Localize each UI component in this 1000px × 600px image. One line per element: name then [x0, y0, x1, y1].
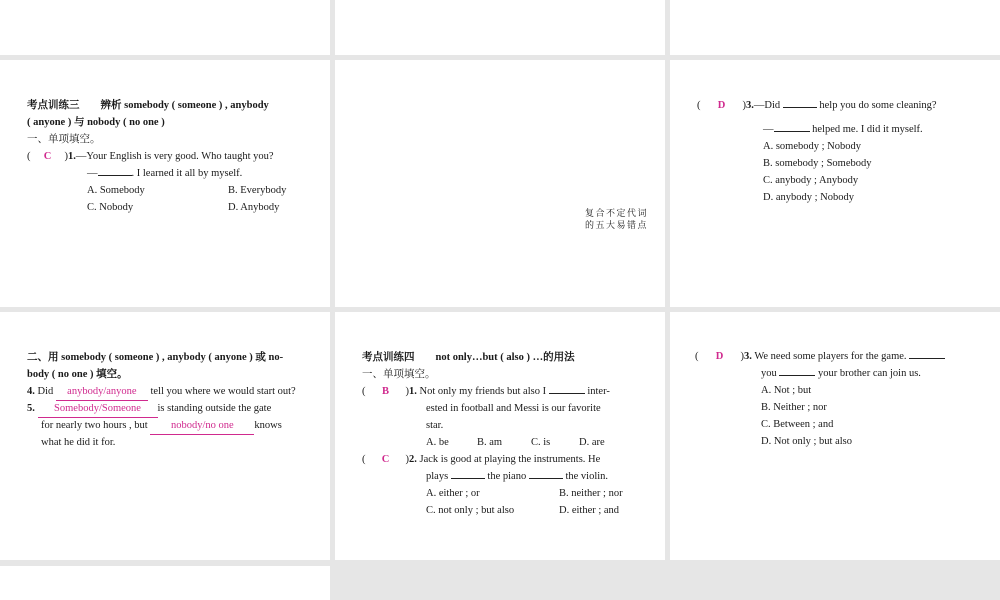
answer-blank	[909, 358, 945, 359]
question-5: 5. Somebody/Someone is standing outside the gate	[27, 400, 271, 418]
option-d: D. either ; and	[559, 505, 620, 516]
option-d: D. Anybody	[228, 202, 280, 213]
slide-panel-3	[670, 60, 1000, 307]
option-d: D. Not only ; but also	[761, 436, 852, 447]
section-title: 考点训练三 辨析 somebody ( someone ) , anybody	[27, 100, 269, 111]
answer-blank	[783, 107, 817, 108]
section-heading: 一、单项填空。	[362, 369, 436, 380]
option-b: B. Everybody	[228, 185, 287, 196]
answer-blank	[774, 131, 810, 132]
answer-blank	[529, 478, 563, 479]
option-a: A. Somebody	[87, 185, 145, 196]
question-3: ( D )3. We need some players for the game.	[695, 348, 945, 365]
question-3-line2: you your brother can join us.	[761, 368, 921, 379]
option-a: A. either ; or	[426, 488, 480, 499]
answer-letter: B	[381, 386, 389, 397]
slide-panel-1	[0, 60, 330, 307]
question-4: 4. Did anybody/anyone tell you where we would start out?	[27, 383, 296, 401]
option-b: B. am	[477, 437, 503, 448]
answer-letter: C	[43, 151, 52, 162]
side-note-line2: 的五大易错点	[585, 221, 649, 231]
panel-top-left	[0, 0, 330, 55]
answer-letter: C	[381, 454, 390, 465]
answer-blank	[779, 375, 815, 376]
question-5-line3: what he did it for.	[41, 437, 116, 448]
answer-letter: D	[715, 351, 724, 362]
question-2: ( C )2. Jack is good at playing the instruments. He	[362, 451, 600, 468]
option-a: A. somebody ; Nobody	[763, 141, 861, 152]
question-2-line2: plays the piano the violin.	[426, 471, 609, 482]
option-b: B. Neither ; nor	[761, 402, 827, 413]
section-heading: 一、单项填空。	[27, 134, 101, 145]
option-a: A. be	[426, 437, 449, 448]
filled-answer: Somebody/Someone	[38, 400, 158, 418]
question-3-reply: — helped me. I did it myself.	[763, 124, 923, 135]
section-title-line2: ( anyone ) 与 nobody ( no one )	[27, 117, 165, 128]
panel-top-right	[670, 0, 1000, 55]
section-heading: 二、用 somebody ( someone ) , anybody ( anyone ) 或 no-	[27, 352, 284, 363]
option-b: B. somebody ; Somebody	[763, 158, 872, 169]
option-c: C. Nobody	[87, 202, 134, 213]
question-1-line3: star.	[426, 420, 444, 431]
question-1-line2: ested in football and Messi is our favorite	[426, 403, 601, 414]
option-c: C. is	[531, 437, 551, 448]
slide-panel-2	[335, 60, 665, 307]
question-1-reply: — . I learned it all by myself.	[87, 168, 243, 179]
answer-letter: D	[717, 100, 726, 111]
question-3: ( D )3.—Did help you do some cleaning?	[697, 97, 937, 114]
answer-blank	[98, 175, 132, 176]
panel-bottom-left	[0, 566, 330, 600]
question-1: ( B )1. Not only my friends but also I inter-	[362, 383, 610, 400]
question-number: 1.	[68, 151, 76, 162]
answer-blank	[451, 478, 485, 479]
option-c: C. anybody ; Anybody	[763, 175, 859, 186]
slide-panel-4	[0, 312, 330, 560]
filled-answer: nobody/no one	[150, 417, 254, 435]
section-heading-line2: body ( no one ) 填空。	[27, 369, 128, 380]
filled-answer: anybody/anyone	[56, 383, 148, 401]
slide-panel-6	[670, 312, 1000, 560]
option-d: D. anybody ; Nobody	[763, 192, 854, 203]
option-b: B. neither ; nor	[559, 488, 623, 499]
panel-top-middle	[335, 0, 665, 55]
question-5-line2: for nearly two hours , but nobody/no one knows	[41, 417, 282, 435]
side-note-line1: 复合不定代词	[585, 209, 649, 219]
answer-blank	[549, 393, 585, 394]
option-c: C. not only ; but also	[426, 505, 515, 516]
option-c: C. Between ; and	[761, 419, 834, 430]
question-1: ( C )1.—Your English is very good. Who taught you?	[27, 148, 274, 165]
option-d: D. are	[579, 437, 605, 448]
question-number: 3.	[746, 100, 754, 111]
question-text: —Your English is very good. Who taught you?	[75, 151, 274, 162]
section-title: 考点训练四 not only…but ( also ) …的用法	[362, 352, 575, 363]
option-a: A. Not ; but	[761, 385, 812, 396]
slide-panel-5	[335, 312, 665, 560]
